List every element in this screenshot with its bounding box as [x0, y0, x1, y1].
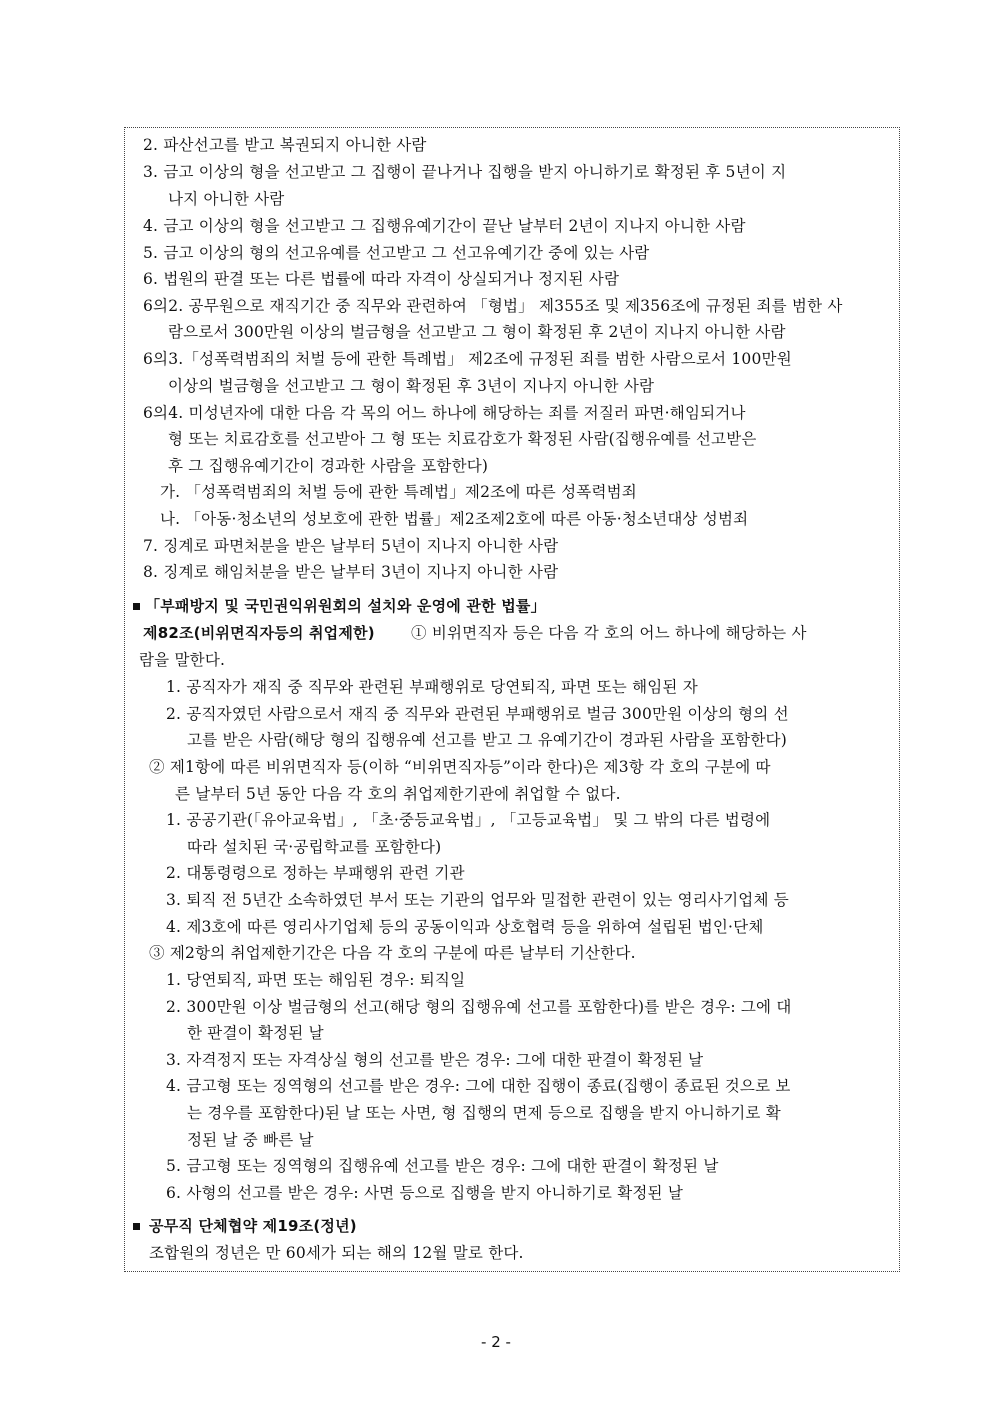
- paragraph-line: ③ 제2항의 취업제한기간은 다음 각 호의 구분에 따른 날부터 기산한다.: [149, 944, 636, 962]
- list-item-continuation: 나지 아니한 사람: [168, 190, 285, 208]
- list-item: 2. 파산선고를 받고 복권되지 아니한 사람: [143, 136, 427, 154]
- section-heading: 「부패방지 및 국민권익위원회의 설치와 운영에 관한 법률」: [145, 597, 546, 615]
- list-item-continuation: 이상의 벌금형을 선고받고 그 형이 확정된 후 3년이 지나지 아니한 사람: [168, 377, 655, 395]
- section-heading: 공무직 단체협약 제19조(정년): [149, 1217, 357, 1235]
- square-bullet-icon: [133, 1223, 140, 1230]
- list-item: 1. 공공기관(「유아교육법」, 「초·중등교육법」, 「고등교육법」 및 그 밖의 다른 법령에: [166, 811, 771, 829]
- list-item: 4. 금고형 또는 징역형의 선고를 받은 경우: 그에 대한 집행이 종료(집행이 종료된 것으로 보: [166, 1077, 791, 1095]
- page-number: - 2 -: [481, 1333, 511, 1351]
- list-item-continuation: 따라 설치된 국·공립학교를 포함한다): [187, 838, 442, 856]
- list-item-continuation: 는 경우를 포함한다)된 날 또는 사면, 형 집행의 면제 등으로 집행을 받지 아니하기로 확: [187, 1104, 781, 1122]
- list-item: 3. 자격정지 또는 자격상실 형의 선고를 받은 경우: 그에 대한 판결이 확정된 날: [166, 1051, 704, 1069]
- list-item: 3. 퇴직 전 5년간 소속하였던 부서 또는 기관의 업무와 밀접한 관련이 있는 영리사기업체 등: [166, 891, 789, 909]
- list-item: 1. 공직자가 재직 중 직무와 관련된 부패행위로 당연퇴직, 파면 또는 해임된 자: [166, 678, 698, 696]
- list-item: 6. 법원의 판결 또는 다른 법률에 따라 자격이 상실되거나 정지된 사람: [143, 270, 620, 288]
- list-item: 6의4. 미성년자에 대한 다음 각 목의 어느 하나에 해당하는 죄를 저질러 파면·해임되거나: [143, 404, 746, 422]
- list-item: 4. 제3호에 따른 영리사기업체 등의 공동이익과 상호협력 등을 위하여 설립된 법인·단체: [166, 918, 764, 936]
- list-item: 6. 사형의 선고를 받은 경우: 사면 등으로 집행을 받지 아니하기로 확정된 날: [166, 1184, 684, 1202]
- paragraph-line: 른 날부터 5년 동안 다음 각 호의 취업제한기관에 취업할 수 없다.: [175, 785, 621, 803]
- square-bullet-icon: [133, 603, 140, 610]
- list-item-continuation: 형 또는 치료감호를 선고받아 그 형 또는 치료감호가 확정된 사람(집행유예를 선고받은: [168, 430, 757, 448]
- paragraph-line: 조합원의 정년은 만 60세가 되는 해의 12월 말로 한다.: [149, 1244, 524, 1262]
- paragraph-line: ① 비위면직자 등은 다음 각 호의 어느 하나에 해당하는 사: [411, 624, 807, 642]
- list-item: 7. 징계로 파면처분을 받은 날부터 5년이 지나지 아니한 사람: [143, 537, 559, 555]
- list-item: 2. 300만원 이상 벌금형의 선고(해당 형의 집행유예 선고를 포함한다)를 받은 경우: 그에 대: [166, 998, 792, 1016]
- list-item: 1. 당연퇴직, 파면 또는 해임된 경우: 퇴직일: [166, 971, 466, 989]
- list-item-continuation: 람으로서 300만원 이상의 벌금형을 선고받고 그 형이 확정된 후 2년이 지나지 아니한 사람: [168, 323, 786, 341]
- article-title: 제82조(비위면직자등의 취업제한): [143, 624, 375, 642]
- list-item: 6의3.「성폭력범죄의 처벌 등에 관한 특례법」 제2조에 규정된 죄를 범한 사람으로서 100만원: [143, 350, 792, 368]
- sub-item: 가. 「성폭력범죄의 처벌 등에 관한 특례법」제2조에 따른 성폭력범죄: [160, 483, 637, 501]
- list-item-continuation: 정된 날 중 빠른 날: [187, 1131, 314, 1149]
- list-item-continuation: 고를 받은 사람(해당 형의 집행유예 선고를 받고 그 유예기간이 경과된 사람을 포함한다): [187, 731, 787, 749]
- list-item: 3. 금고 이상의 형을 선고받고 그 집행이 끝나거나 집행을 받지 아니하기로 확정된 후 5년이 지: [143, 163, 787, 181]
- list-item: 5. 금고형 또는 징역형의 집행유예 선고를 받은 경우: 그에 대한 판결이 확정된 날: [166, 1157, 719, 1175]
- paragraph-line: ② 제1항에 따른 비위면직자 등(이하 “비위면직자등”이라 한다)은 제3항 각 호의 구분에 따: [149, 758, 771, 776]
- list-item: 2. 공직자였던 사람으로서 재직 중 직무와 관련된 부패행위로 벌금 300만원 이상의 형의 선: [166, 705, 789, 723]
- list-item: 6의2. 공무원으로 재직기간 중 직무와 관련하여 「형법」 제355조 및 제356조에 규정된 죄를 범한 사: [143, 297, 843, 315]
- list-item: 2. 대통령령으로 정하는 부패행위 관련 기관: [166, 864, 465, 882]
- sub-item: 나. 「아동·청소년의 성보호에 관한 법률」제2조제2호에 따른 아동·청소년대상 성범죄: [160, 510, 749, 528]
- list-item: 5. 금고 이상의 형의 선고유예를 선고받고 그 선고유예기간 중에 있는 사람: [143, 244, 650, 262]
- list-item-continuation: 후 그 집행유예기간이 경과한 사람을 포함한다): [168, 457, 489, 475]
- paragraph-line: 람을 말한다.: [139, 651, 226, 669]
- list-item: 4. 금고 이상의 형을 선고받고 그 집행유예기간이 끝난 날부터 2년이 지나지 아니한 사람: [143, 217, 746, 235]
- list-item: 8. 징계로 해임처분을 받은 날부터 3년이 지나지 아니한 사람: [143, 563, 559, 581]
- list-item-continuation: 한 판결이 확정된 날: [187, 1024, 324, 1042]
